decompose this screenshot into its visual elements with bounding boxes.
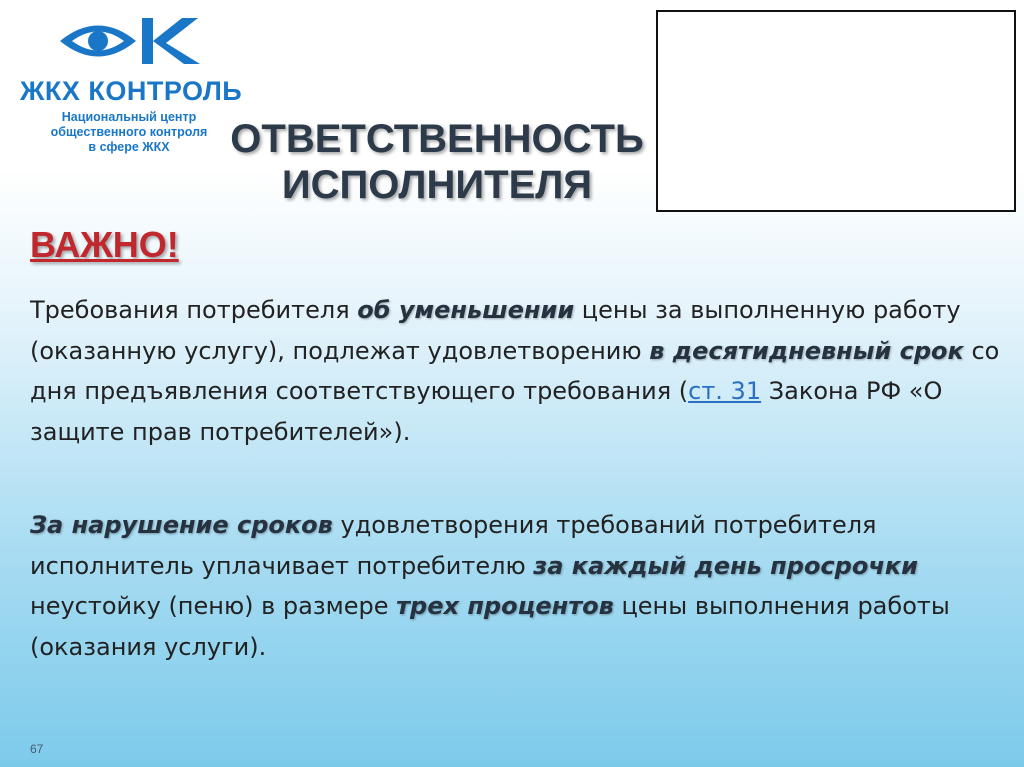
emphasis-text: трех процентов [396, 592, 614, 620]
text-run: удовлетворения требований потребителя исполнитель уплачивает потребителю [30, 511, 877, 580]
emphasis-text: за каждый день просрочки [533, 551, 918, 580]
emphasis-text: об уменьшении [357, 296, 575, 324]
logo-brand-text: ЖКХ КОНТРОЛЬ [20, 76, 243, 106]
logo-subtitle-line: общественного контроля [50, 125, 208, 139]
law-article-link[interactable]: ст. 31 [688, 377, 762, 405]
text-run: неустойку (пеню) в размере [30, 592, 397, 620]
emphasis-text: в десятидневный срок [649, 336, 964, 365]
image-placeholder [656, 10, 1016, 212]
text-run: цены за выполненную работу (оказанную услугу), подлежат удовлетворению [30, 296, 961, 365]
important-label: ВАЖНО! [30, 224, 179, 265]
slide-title-line: ИСПОЛНИТЕЛЯ [281, 163, 593, 207]
logo-subtitle-line: в сфере ЖКХ [88, 140, 170, 154]
slide-title [222, 116, 652, 208]
paragraph-penalty [30, 505, 1005, 667]
eye-k-logo-icon [56, 14, 206, 68]
text-run: цены выполнения работы (оказания услуги). [30, 592, 950, 661]
text-run: Закона РФ «О защите прав потребителей»). [30, 377, 943, 446]
page-number: 67 [30, 742, 44, 756]
logo-subtitle [14, 110, 244, 155]
emphasis-text: За нарушение сроков [30, 511, 333, 539]
logo-subtitle-line: Национальный центр [61, 110, 197, 124]
text-run: со дня предъявления соответствующего требования ( [30, 336, 1000, 405]
text-run: Требования потребителя [30, 296, 358, 324]
paragraph-refund-requirements [30, 290, 1005, 452]
slide-title-line: ОТВЕТСТВЕННОСТЬ [230, 117, 644, 161]
